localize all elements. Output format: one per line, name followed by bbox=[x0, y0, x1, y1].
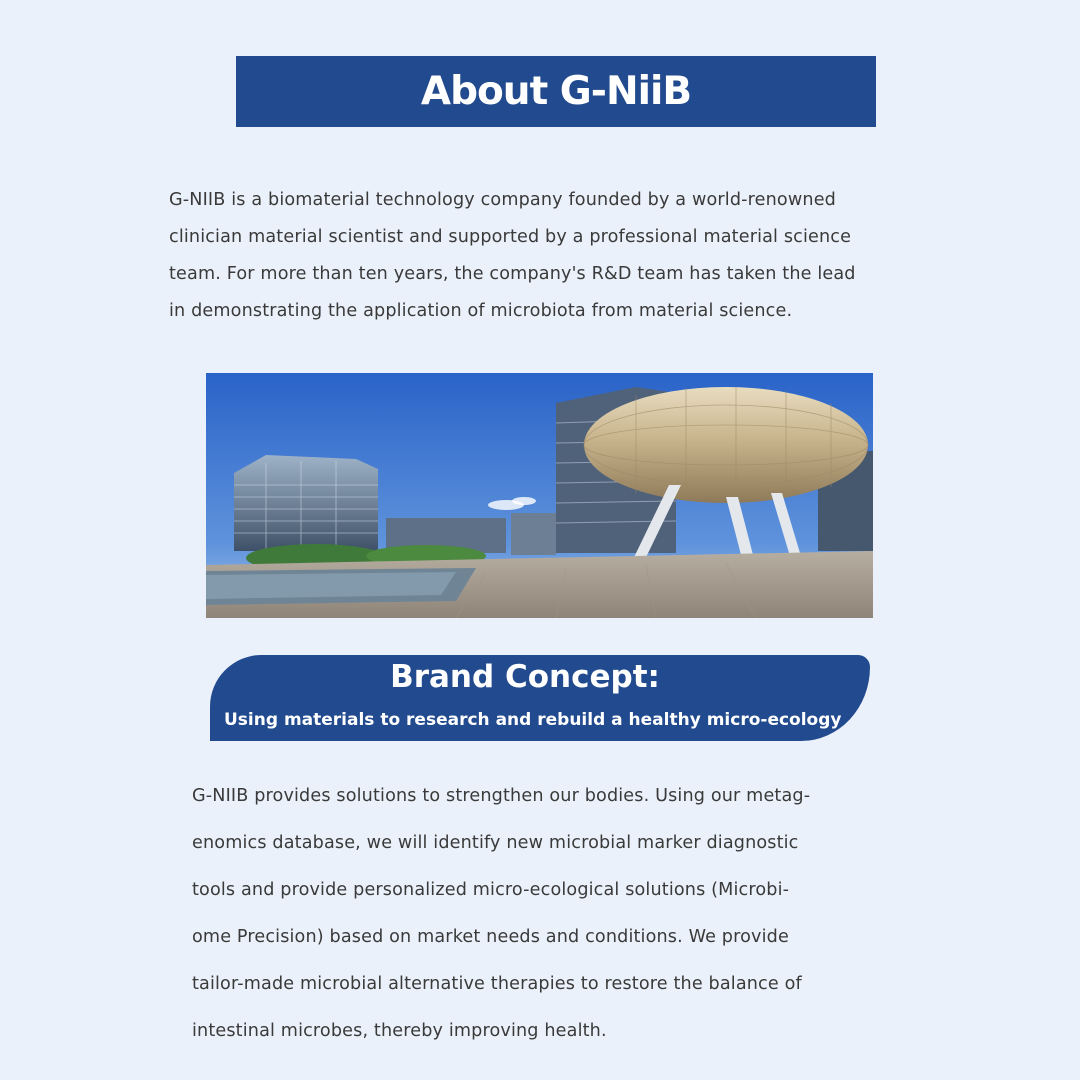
brand-concept-subtitle: Using materials to research and rebuild a healthy micro-ecology bbox=[224, 710, 842, 730]
page-title: About G-NiiB bbox=[420, 69, 692, 114]
title-banner bbox=[236, 56, 876, 127]
science-park-photo bbox=[206, 373, 873, 618]
brand-concept-banner bbox=[210, 655, 870, 741]
intro-line: G-NIIB is a biomaterial technology company founded by a world-renowned bbox=[169, 190, 836, 210]
intro-line: clinician material scientist and supported by a professional material science bbox=[169, 227, 852, 247]
body-line: intestinal microbes, thereby improving health. bbox=[192, 1021, 607, 1041]
body-line: tools and provide personalized micro-ecological solutions (Microbi- bbox=[192, 880, 790, 900]
intro-paragraph bbox=[169, 182, 939, 330]
intro-line: in demonstrating the application of microbiota from material science. bbox=[169, 301, 793, 321]
science-park-illustration bbox=[206, 373, 873, 618]
body-line: enomics database, we will identify new microbial marker diagnostic bbox=[192, 833, 799, 853]
body-line: tailor-made microbial alternative therapies to restore the balance of bbox=[192, 974, 802, 994]
brand-concept-title: Brand Concept: bbox=[390, 659, 660, 695]
solutions-paragraph bbox=[192, 773, 912, 1055]
intro-line: team. For more than ten years, the company's R&D team has taken the lead bbox=[169, 264, 856, 284]
body-line: G-NIIB provides solutions to strengthen our bodies. Using our metag- bbox=[192, 786, 811, 806]
body-line: ome Precision) based on market needs and conditions. We provide bbox=[192, 927, 789, 947]
